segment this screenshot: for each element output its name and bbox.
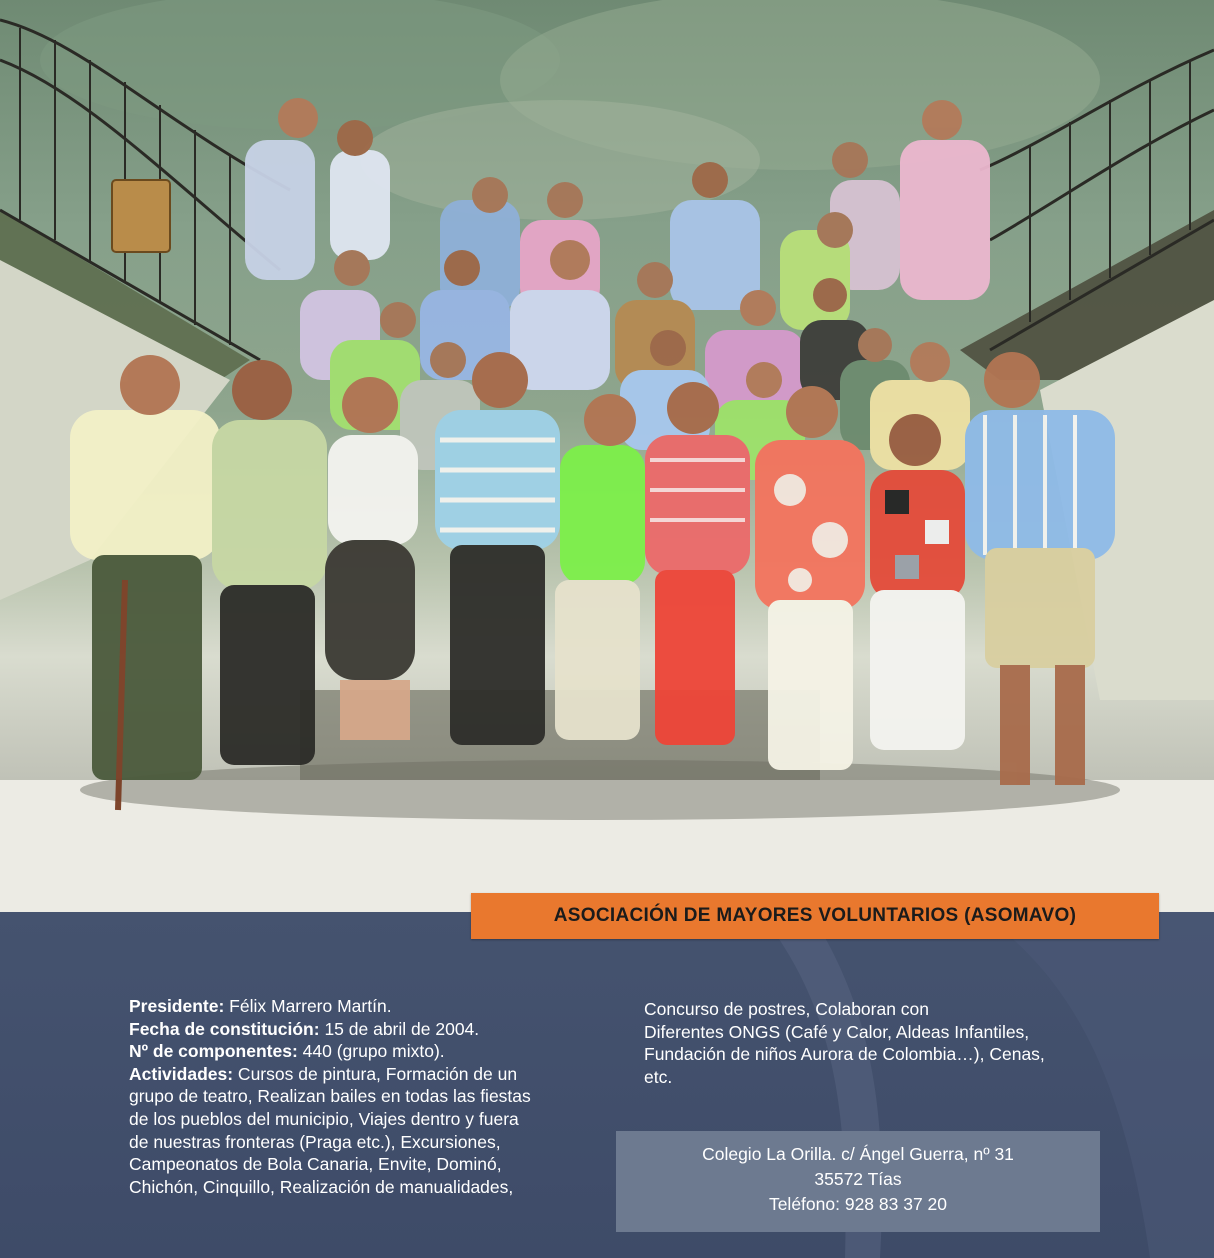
contact-postal: 35572 Tías (814, 1169, 902, 1189)
activities-line (129, 1063, 599, 1086)
activities-text: Cursos de pintura, Formación de un (233, 1063, 518, 1084)
activities-text: de nuestras fronteras (Praga etc.), Excursiones, (129, 1131, 501, 1152)
activities-text: Chichón, Cinquillo, Realización de manualidades, (129, 1176, 514, 1197)
activities-continued: Diferentes ONGS (Café y Calor, Aldeas Infantiles, (644, 1021, 1030, 1042)
members-label: Nº de componentes: (129, 1041, 298, 1062)
president-line (129, 995, 599, 1018)
activities-text: Campeonatos de Bola Canaria, Envite, Dominó, (129, 1154, 502, 1175)
contact-address: Colegio La Orilla. c/ Ángel Guerra, nº 31 (702, 1144, 1014, 1164)
activities-continued: etc. (644, 1066, 673, 1087)
activities-continued: Fundación de niños Aurora de Colombia…), Cenas, (644, 1044, 1045, 1065)
contact-box (616, 1131, 1100, 1232)
president-label: Presidente: (129, 996, 225, 1016)
date-line (129, 1018, 599, 1041)
activities-continued: Concurso de postres, Colaboran con (644, 999, 930, 1019)
president-value: Félix Marrero Martín. (224, 996, 392, 1016)
activities-label: Actividades: (129, 1063, 234, 1084)
association-title: ASOCIACIÓN DE MAYORES VOLUNTARIOS (ASOMAVO) (471, 893, 1159, 939)
activities-text: de los pueblos del municipio, Viajes dentro y fuera (129, 1108, 519, 1129)
date-value: 15 de abril de 2004. (319, 1018, 480, 1039)
contact-phone: Teléfono: 928 83 37 20 (768, 1194, 948, 1214)
members-value: 440 (grupo mixto). (297, 1041, 445, 1062)
date-label: Fecha de constitución: (129, 1018, 320, 1039)
activities-text: grupo de teatro, Realizan bailes en todas las fiestas (129, 1086, 531, 1107)
info-right-column (644, 998, 1124, 1088)
members-line (129, 1040, 599, 1063)
info-left-column (129, 995, 599, 1198)
